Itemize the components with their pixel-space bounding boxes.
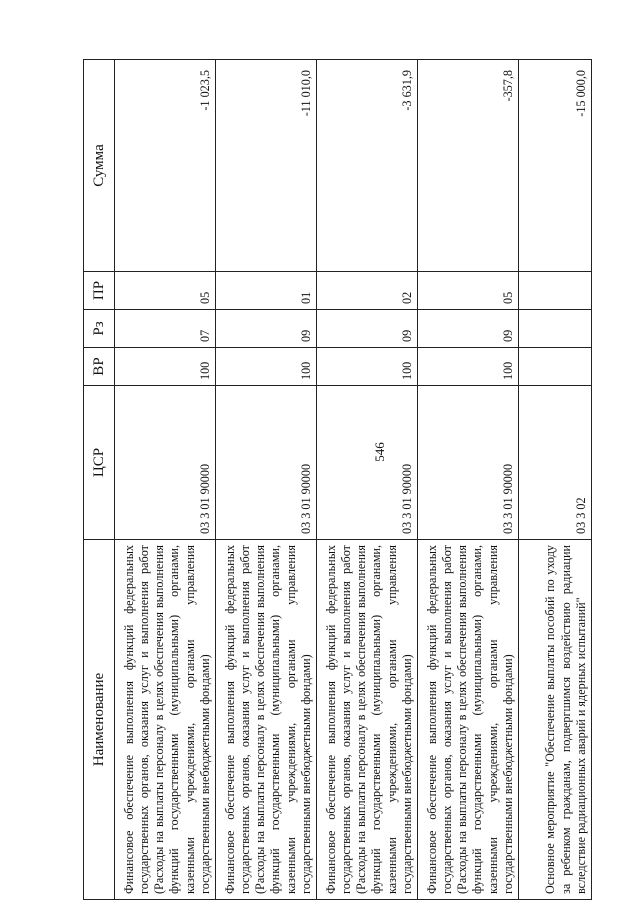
row-csr: 03 3 01 90000 (216, 386, 317, 540)
row-pr: 05 (115, 272, 216, 310)
row-vr: 100 (317, 348, 418, 386)
header-csr: ЦСР (84, 386, 115, 540)
row-rz: 07 (115, 310, 216, 348)
row-name: Основное мероприятие "Обеспечение выплаты пособий по уходу за ребенком гражданам, подвергшимся воздействию радиации вследствие радиационных аварий и ядерных испытаний" (519, 540, 592, 900)
row-pr: 02 (317, 272, 418, 310)
page-number: 546 (372, 442, 387, 462)
row-vr (519, 348, 592, 386)
row-rz (519, 310, 592, 348)
row-name: Финансовое обеспечение выполнения функций федеральных государственных органов, оказания услуг и выполнения работ (Расходы на выплаты персоналу в целях обеспечения выполнения функций государственными (муниципальными) органами, казенными учреждениями, органами управления государственными внебюджетными фондами) (317, 540, 418, 900)
header-pr: ПР (84, 272, 115, 310)
row-pr: 05 (418, 272, 519, 310)
row-rz: 09 (317, 310, 418, 348)
row-name: Финансовое обеспечение выполнения функций федеральных государственных органов, оказания услуг и выполнения работ (Расходы на выплаты персоналу в целях обеспечения выполнения функций государственными (муниципальными) органами, казенными учреждениями, органами управления государственными внебюджетными фондами) (418, 540, 519, 900)
header-rz: Рз (84, 310, 115, 348)
row-rz: 09 (216, 310, 317, 348)
budget-table-container (83, 60, 595, 900)
header-vr: ВР (84, 348, 115, 386)
row-vr: 100 (216, 348, 317, 386)
row-rz: 09 (418, 310, 519, 348)
row-sum: -1 023,5 (115, 60, 216, 272)
row-sum: -11 010,0 (216, 60, 317, 272)
row-name: Финансовое обеспечение выполнения функций федеральных государственных органов, оказания услуг и выполнения работ (Расходы на выплаты персоналу в целях обеспечения выполнения функций государственными (муниципальными) органами, казенными учреждениями, органами управления государственными внебюджетными фондами) (216, 540, 317, 900)
row-csr: 03 3 01 90000 (115, 386, 216, 540)
row-sum: -357,8 (418, 60, 519, 272)
table-row (418, 60, 519, 900)
table-row (317, 60, 418, 900)
row-csr: 03 3 02 (519, 386, 592, 540)
header-name: Наименование (84, 540, 115, 900)
row-pr (519, 272, 592, 310)
row-sum: -15 000,0 (519, 60, 592, 272)
row-name: Финансовое обеспечение выполнения функций федеральных государственных органов, оказания услуг и выполнения работ (Расходы на выплаты персоналу в целях обеспечения выполнения функций государственными (муниципальными) органами, казенными учреждениями, органами управления государственными внебюджетными фондами) (115, 540, 216, 900)
budget-table (83, 59, 592, 900)
row-vr: 100 (418, 348, 519, 386)
row-pr: 01 (216, 272, 317, 310)
table-header-row (84, 60, 115, 900)
header-sum: Сумма (84, 60, 115, 272)
table-row (519, 60, 592, 900)
row-csr: 03 3 01 90000 (418, 386, 519, 540)
row-vr: 100 (115, 348, 216, 386)
row-csr: 03 3 01 90000 (317, 386, 418, 540)
table-row (115, 60, 216, 900)
row-sum: -3 631,9 (317, 60, 418, 272)
table-row (216, 60, 317, 900)
